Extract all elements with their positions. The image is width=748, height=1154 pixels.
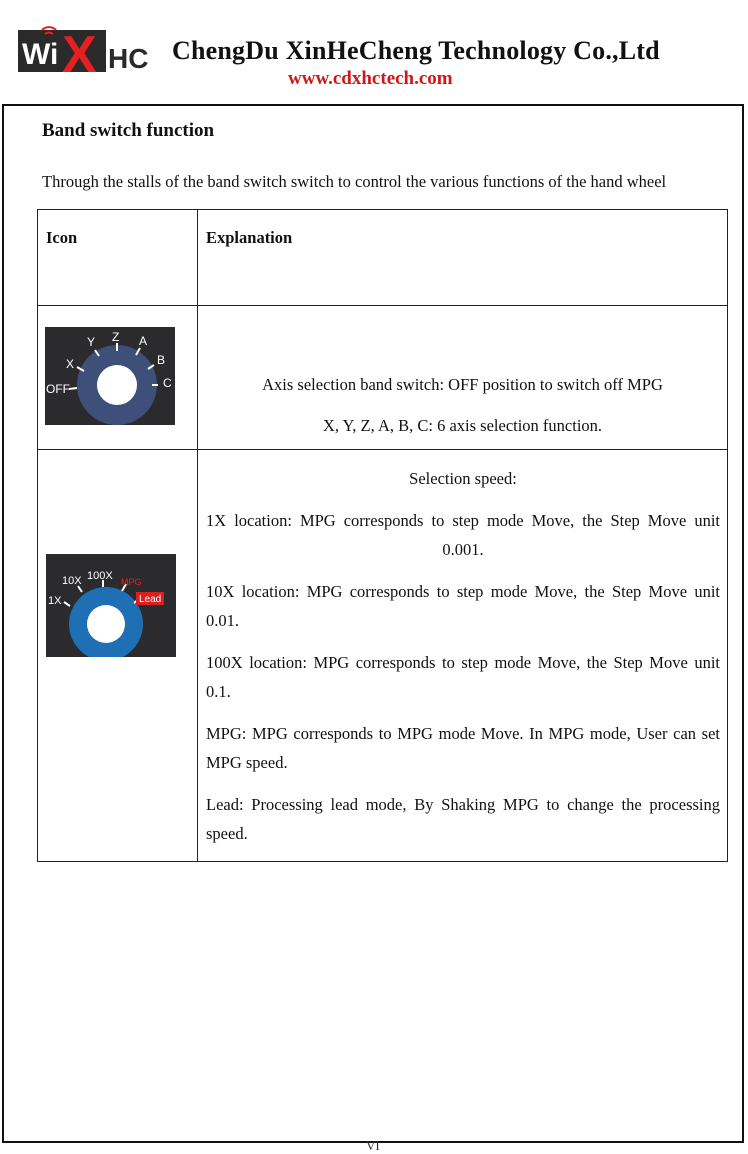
dial-label-10x: 10X [62, 575, 82, 587]
explanation-cell [198, 306, 728, 450]
dial-label-c: C [163, 376, 172, 390]
explanation-line: X, Y, Z, A, B, C: 6 axis selection function. [322, 416, 603, 435]
dial-label-lead: Lead [139, 594, 162, 605]
website-link[interactable]: www.cdxhctech.com [288, 68, 453, 89]
speed-selection-dial-icon [46, 554, 176, 657]
dial-label-mpg: MPG [121, 577, 142, 587]
dial-label-a: A [139, 334, 148, 348]
table-header-row [38, 210, 728, 306]
dial-label-y: Y [87, 335, 96, 349]
dial-label-1x: 1X [48, 595, 62, 607]
explanation-line: Lead: Processing lead mode, By Shaking MPG to change the processing speed. [206, 795, 720, 843]
dial-label-100x: 100X [87, 570, 113, 582]
icon-cell [38, 450, 198, 862]
page-number: VI [366, 1138, 380, 1153]
explanation-line: Axis selection band switch: OFF position to switch off MPG [262, 375, 663, 394]
header-icon: Icon [38, 210, 198, 306]
table-row [38, 450, 728, 862]
svg-text:HC: HC [108, 43, 149, 74]
company-name: ChengDu XinHeCheng Technology Co.,Ltd [172, 36, 660, 65]
dial-label-x: X [66, 357, 75, 371]
intro-text: Through the stalls of the band switch switch to control the various functions of the hand wheel [42, 172, 667, 191]
explanation-line: 100X location: MPG corresponds to step mode Move, the Step Move unit 0.1. [206, 653, 720, 701]
dial-label-off: OFF [46, 382, 70, 396]
explanation-cell [198, 450, 728, 862]
explanation-line: MPG: MPG corresponds to MPG mode Move. In MPG mode, User can set MPG speed. [206, 724, 720, 772]
svg-text:Wi: Wi [22, 38, 59, 71]
wxhc-logo [18, 26, 160, 76]
svg-text:X: X [62, 26, 97, 76]
header-explanation: Explanation [198, 210, 728, 306]
dial-label-z: Z [112, 330, 120, 344]
function-table [37, 209, 728, 862]
section-title: Band switch function [42, 120, 215, 141]
table-row [38, 306, 728, 450]
icon-cell [38, 306, 198, 450]
page-header [0, 0, 748, 100]
dial-label-b: B [157, 353, 166, 367]
explanation-line: 1X location: MPG corresponds to step mode Move, the Step Move unit 0.001. [206, 511, 720, 559]
explanation-line: 10X location: MPG corresponds to step mode Move, the Step Move unit 0.01. [206, 582, 720, 630]
explanation-line: Selection speed: [409, 469, 517, 488]
axis-selection-dial-icon [45, 327, 175, 425]
